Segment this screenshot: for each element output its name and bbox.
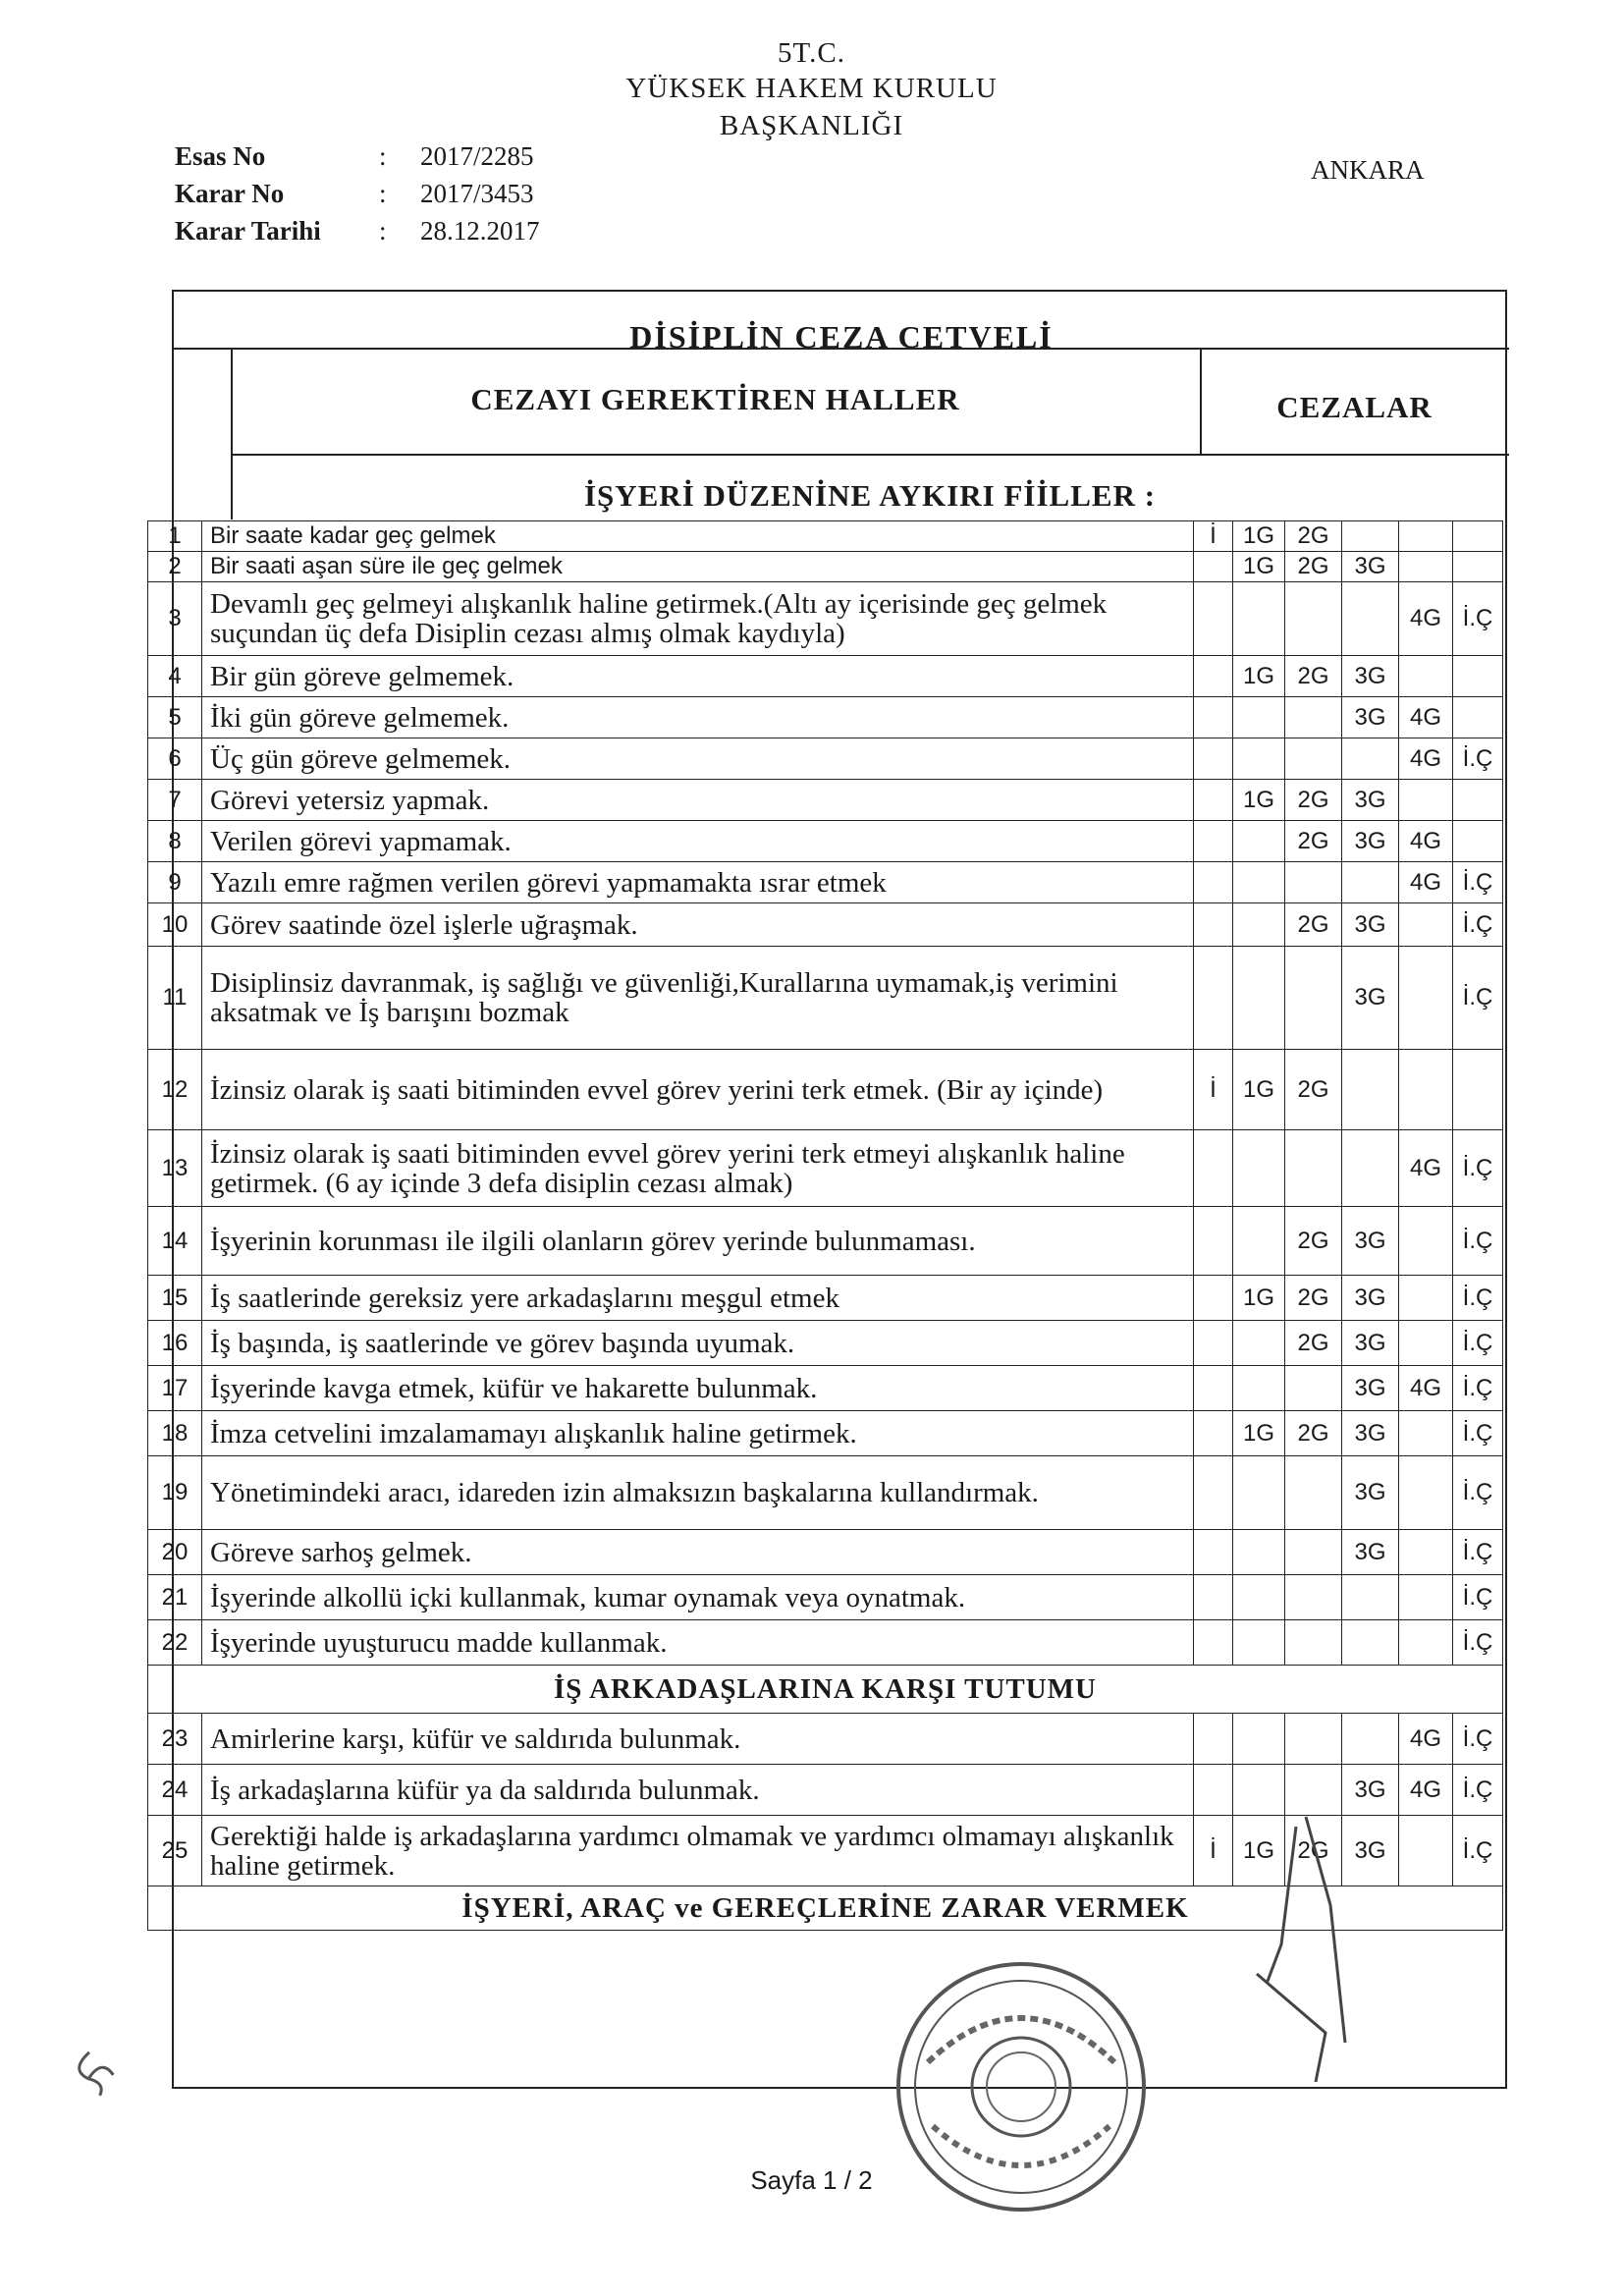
penalty-cell — [1194, 862, 1233, 903]
offense-description: İşyerinin korunması ile ilgili olanların görev yerinde bulunmaması. — [202, 1207, 1194, 1276]
penalty-cell: 4G — [1399, 862, 1453, 903]
penalty-cell — [1194, 1530, 1233, 1575]
penalty-cell: İ.Ç — [1453, 1714, 1503, 1765]
penalty-cell: 2G — [1285, 1276, 1342, 1321]
penalty-cell — [1233, 1366, 1285, 1411]
row-number: 19 — [148, 1456, 202, 1530]
penalty-cell: İ.Ç — [1453, 1530, 1503, 1575]
penalty-cell — [1285, 1456, 1342, 1530]
penalty-cell: 3G — [1342, 552, 1399, 582]
row-number: 25 — [148, 1816, 202, 1886]
row-number: 9 — [148, 862, 202, 903]
penalty-cell: 2G — [1285, 1321, 1342, 1366]
penalty-cell: 2G — [1285, 552, 1342, 582]
penalty-cell: İ.Ç — [1453, 903, 1503, 947]
column-header-penalties: CEZALAR — [1276, 390, 1433, 424]
row-number: 24 — [148, 1765, 202, 1816]
penalty-cell — [1194, 1456, 1233, 1530]
penalty-cell — [1453, 697, 1503, 738]
table-row — [148, 862, 1503, 903]
penalty-cell — [1285, 947, 1342, 1050]
row-number: 4 — [148, 656, 202, 697]
penalty-cell: İ.Ç — [1453, 1276, 1503, 1321]
penalty-cell — [1399, 656, 1453, 697]
penalty-cell: İ.Ç — [1453, 1620, 1503, 1666]
penalty-cell — [1194, 1276, 1233, 1321]
offense-description: Amirlerine karşı, küfür ve saldırıda bulunmak. — [202, 1714, 1194, 1765]
penalty-cell — [1194, 656, 1233, 697]
penalty-cell: 3G — [1342, 1456, 1399, 1530]
table-row — [148, 1050, 1503, 1130]
offense-description: Disiplinsiz davranmak, iş sağlığı ve güvenliği,Kurallarına uymamak,iş verimini aksatmak ve İş barışını bozmak — [202, 947, 1194, 1050]
table-row — [148, 521, 1503, 552]
divider — [231, 454, 1509, 456]
penalty-cell: 2G — [1285, 1050, 1342, 1130]
penalty-cell — [1342, 1620, 1399, 1666]
penalty-cell — [1399, 1575, 1453, 1620]
section-row-colleagues — [148, 1666, 1503, 1714]
penalty-cell — [1194, 1321, 1233, 1366]
penalty-cell — [1233, 1207, 1285, 1276]
penalty-cell — [1233, 1130, 1285, 1207]
table-row — [148, 903, 1503, 947]
penalty-cell — [1233, 582, 1285, 656]
penalty-cell: 2G — [1285, 780, 1342, 821]
penalty-cell: İ.Ç — [1453, 947, 1503, 1050]
offense-description: İş arkadaşlarına küfür ya da saldırıda bulunmak. — [202, 1765, 1194, 1816]
penalty-cell: 3G — [1342, 1816, 1399, 1886]
penalty-cell — [1342, 738, 1399, 780]
offense-description: Üç gün göreve gelmemek. — [202, 738, 1194, 780]
penalty-cell — [1233, 1620, 1285, 1666]
penalty-cell — [1194, 738, 1233, 780]
row-number: 1 — [148, 521, 202, 552]
penalty-cell: İ.Ç — [1453, 1575, 1503, 1620]
section-heading-workplace-order: İŞYERİ DÜZENİNE AYKIRI FİİLLER : — [583, 478, 1157, 513]
row-number: 21 — [148, 1575, 202, 1620]
section-heading: İŞYERİ, ARAÇ ve GEREÇLERİNE ZARAR VERMEK — [148, 1886, 1503, 1931]
penalty-cell — [1399, 521, 1453, 552]
penalty-cell: İ.Ç — [1453, 738, 1503, 780]
table-row — [148, 1714, 1503, 1765]
offense-description: İzinsiz olarak iş saati bitiminden evvel görev yerini terk etmeyi alışkanlık haline getirmek. (6 ay içinde 3 defa disiplin cezası almak) — [202, 1130, 1194, 1207]
offense-description: Yönetimindeki aracı, idareden izin almaksızın başkalarına kullandırmak. — [202, 1456, 1194, 1530]
penalty-cell — [1194, 1207, 1233, 1276]
penalty-cell: 3G — [1342, 947, 1399, 1050]
meta-value: 2017/2285 — [420, 140, 534, 171]
header-line-3: BAŞKANLIĞI — [719, 110, 904, 141]
city-label: ANKARA — [1311, 155, 1425, 185]
penalty-cell: 4G — [1399, 1366, 1453, 1411]
penalty-cell — [1285, 738, 1342, 780]
offense-description: Görevi yetersiz yapmak. — [202, 780, 1194, 821]
penalty-cell — [1233, 1575, 1285, 1620]
penalty-cell — [1233, 947, 1285, 1050]
penalty-cell: 2G — [1285, 1816, 1342, 1886]
penalty-cell — [1399, 1321, 1453, 1366]
row-number: 6 — [148, 738, 202, 780]
penalty-cell: İ.Ç — [1453, 1456, 1503, 1530]
penalty-table — [147, 520, 1503, 1931]
meta-label: Karar Tarihi — [175, 215, 321, 246]
penalty-cell — [1453, 821, 1503, 862]
penalty-cell: İ.Ç — [1453, 1765, 1503, 1816]
penalty-cell — [1233, 903, 1285, 947]
offense-description: İşyerinde alkollü içki kullanmak, kumar oynamak veya oynatmak. — [202, 1575, 1194, 1620]
penalty-cell: İ.Ç — [1453, 862, 1503, 903]
penalty-cell — [1453, 1050, 1503, 1130]
table-row — [148, 1276, 1503, 1321]
offense-description: Devamlı geç gelmeyi alışkanlık haline getirmek.(Altı ay içerisinde geç gelmek suçundan üç defa Disiplin cezası almış olmak kaydıyla) — [202, 582, 1194, 656]
row-number: 12 — [148, 1050, 202, 1130]
table-row — [148, 1575, 1503, 1620]
penalty-cell — [1233, 697, 1285, 738]
penalty-cell — [1194, 1765, 1233, 1816]
row-number: 8 — [148, 821, 202, 862]
penalty-cell: 1G — [1233, 521, 1285, 552]
table-row — [148, 947, 1503, 1050]
penalty-cell: İ.Ç — [1453, 1321, 1503, 1366]
row-number: 14 — [148, 1207, 202, 1276]
penalty-cell: 3G — [1342, 1321, 1399, 1366]
penalty-cell: 2G — [1285, 521, 1342, 552]
penalty-cell: 3G — [1342, 1765, 1399, 1816]
penalty-cell — [1194, 1714, 1233, 1765]
penalty-cell: 4G — [1399, 1714, 1453, 1765]
penalty-cell: 3G — [1342, 780, 1399, 821]
table-row — [148, 1321, 1503, 1366]
penalty-cell — [1194, 1620, 1233, 1666]
table-row — [148, 1456, 1503, 1530]
row-number: 11 — [148, 947, 202, 1050]
divider — [174, 348, 1509, 350]
header-line-1: 5T.C. — [778, 37, 845, 69]
offense-description: İş saatlerinde gereksiz yere arkadaşlarını meşgul etmek — [202, 1276, 1194, 1321]
penalty-cell — [1233, 1321, 1285, 1366]
page-number: Sayfa 1 / 2 — [750, 2165, 873, 2195]
penalty-cell: 1G — [1233, 1050, 1285, 1130]
penalty-cell — [1342, 1050, 1399, 1130]
penalty-cell: 3G — [1342, 1530, 1399, 1575]
meta-value: 28.12.2017 — [420, 215, 540, 246]
penalty-cell: İ.Ç — [1453, 1366, 1503, 1411]
penalty-cell: 4G — [1399, 582, 1453, 656]
penalty-cell — [1285, 697, 1342, 738]
penalty-cell — [1285, 1714, 1342, 1765]
penalty-cell: İ.Ç — [1453, 1207, 1503, 1276]
penalty-cell: İ.Ç — [1453, 1816, 1503, 1886]
row-number: 3 — [148, 582, 202, 656]
penalty-cell — [1194, 947, 1233, 1050]
penalty-cell: 1G — [1233, 1816, 1285, 1886]
offense-description: Görev saatinde özel işlerle uğraşmak. — [202, 903, 1194, 947]
penalty-cell: 1G — [1233, 1411, 1285, 1456]
offense-description: İşyerinde kavga etmek, küfür ve hakarette bulunmak. — [202, 1366, 1194, 1411]
penalty-cell: 3G — [1342, 697, 1399, 738]
meta-colon: : — [379, 215, 387, 246]
offense-description: İş başında, iş saatlerinde ve görev başında uyumak. — [202, 1321, 1194, 1366]
penalty-cell: 4G — [1399, 1130, 1453, 1207]
meta-colon: : — [379, 178, 387, 208]
penalty-cell — [1399, 1620, 1453, 1666]
table-row — [148, 821, 1503, 862]
table-title: DİSİPLİN CEZA CETVELİ — [629, 319, 1054, 355]
penalty-cell — [1233, 821, 1285, 862]
margin-mark-icon — [54, 2035, 130, 2110]
penalty-cell — [1194, 821, 1233, 862]
penalty-cell: 3G — [1342, 656, 1399, 697]
row-number: 18 — [148, 1411, 202, 1456]
penalty-cell — [1194, 1130, 1233, 1207]
meta-row — [175, 175, 540, 212]
offense-description: Gerektiği halde iş arkadaşlarına yardımcı olmamak ve yardımcı olmamayı alışkanlık haline getirmek. — [202, 1816, 1194, 1886]
meta-row — [175, 212, 540, 249]
penalty-cell — [1342, 862, 1399, 903]
offense-description: Yazılı emre rağmen verilen görevi yapmamakta ısrar etmek — [202, 862, 1194, 903]
penalty-cell — [1399, 1411, 1453, 1456]
row-number: 7 — [148, 780, 202, 821]
penalty-cell — [1194, 1366, 1233, 1411]
penalty-cell — [1285, 1575, 1342, 1620]
penalty-cell — [1285, 1366, 1342, 1411]
penalty-cell: 2G — [1285, 656, 1342, 697]
row-number: 5 — [148, 697, 202, 738]
penalty-cell — [1399, 1456, 1453, 1530]
meta-label: Karar No — [175, 178, 285, 208]
penalty-cell — [1194, 697, 1233, 738]
penalty-cell: 4G — [1399, 738, 1453, 780]
offense-description: İşyerinde uyuşturucu madde kullanmak. — [202, 1620, 1194, 1666]
penalty-cell — [1342, 1130, 1399, 1207]
penalty-cell — [1453, 521, 1503, 552]
penalty-cell — [1399, 1530, 1453, 1575]
row-number: 15 — [148, 1276, 202, 1321]
offense-description: İki gün göreve gelmemek. — [202, 697, 1194, 738]
penalty-cell: 1G — [1233, 780, 1285, 821]
table-row — [148, 1130, 1503, 1207]
offense-description: Bir saate kadar geç gelmek — [202, 521, 1194, 552]
penalty-cell: 1G — [1233, 1276, 1285, 1321]
penalty-cell: 3G — [1342, 1366, 1399, 1411]
table-row — [148, 738, 1503, 780]
penalty-cell: İ — [1194, 1816, 1233, 1886]
penalty-cell — [1285, 862, 1342, 903]
penalty-cell — [1342, 1575, 1399, 1620]
penalty-cell — [1453, 552, 1503, 582]
penalty-cell — [1285, 1620, 1342, 1666]
penalty-cell — [1194, 582, 1233, 656]
penalty-cell: 3G — [1342, 821, 1399, 862]
penalty-cell — [1194, 552, 1233, 582]
penalty-cell: İ.Ç — [1453, 1130, 1503, 1207]
penalty-cell — [1233, 1456, 1285, 1530]
penalty-cell: 4G — [1399, 821, 1453, 862]
penalty-cell — [1342, 582, 1399, 656]
penalty-cell — [1285, 1130, 1342, 1207]
penalty-cell: 2G — [1285, 1411, 1342, 1456]
offense-description: Göreve sarhoş gelmek. — [202, 1530, 1194, 1575]
penalty-cell — [1285, 1530, 1342, 1575]
offense-description: İzinsiz olarak iş saati bitiminden evvel görev yerini terk etmek. (Bir ay içinde) — [202, 1050, 1194, 1130]
row-number: 22 — [148, 1620, 202, 1666]
penalty-cell — [1233, 1530, 1285, 1575]
penalty-cell: 3G — [1342, 903, 1399, 947]
margin-mark — [54, 2035, 134, 2120]
penalty-cell — [1285, 582, 1342, 656]
offense-description: İmza cetvelini imzalamamayı alışkanlık haline getirmek. — [202, 1411, 1194, 1456]
penalty-cell — [1399, 1276, 1453, 1321]
penalty-cell: 1G — [1233, 656, 1285, 697]
row-number: 13 — [148, 1130, 202, 1207]
penalty-cell — [1399, 780, 1453, 821]
offense-description: Verilen görevi yapmamak. — [202, 821, 1194, 862]
section-heading: İŞ ARKADAŞLARINA KARŞI TUTUMU — [148, 1666, 1503, 1714]
penalty-cell — [1194, 780, 1233, 821]
penalty-cell — [1194, 1411, 1233, 1456]
penalty-cell — [1233, 1714, 1285, 1765]
row-number: 20 — [148, 1530, 202, 1575]
meta-value: 2017/3453 — [420, 178, 534, 208]
header-line-2: YÜKSEK HAKEM KURULU — [625, 73, 998, 104]
penalty-cell: 4G — [1399, 1765, 1453, 1816]
penalty-cell — [1453, 780, 1503, 821]
table-row — [148, 1530, 1503, 1575]
row-number: 16 — [148, 1321, 202, 1366]
penalty-cell — [1342, 1714, 1399, 1765]
penalty-cell — [1399, 552, 1453, 582]
penalty-cell: 4G — [1399, 697, 1453, 738]
penalty-cell: 2G — [1285, 821, 1342, 862]
penalty-cell: İ — [1194, 521, 1233, 552]
row-number: 17 — [148, 1366, 202, 1411]
column-header-cases: CEZAYI GEREKTİREN HALLER — [470, 382, 960, 416]
row-number: 23 — [148, 1714, 202, 1765]
table-row — [148, 1620, 1503, 1666]
meta-block — [175, 137, 540, 249]
penalty-cell: İ.Ç — [1453, 582, 1503, 656]
penalty-cell: 3G — [1342, 1411, 1399, 1456]
penalty-cell — [1342, 521, 1399, 552]
meta-label: Esas No — [175, 140, 266, 171]
penalty-cell: İ.Ç — [1453, 1411, 1503, 1456]
penalty-cell — [1233, 738, 1285, 780]
penalty-cell — [1399, 1050, 1453, 1130]
penalty-cell — [1399, 947, 1453, 1050]
offense-description: Bir saati aşan süre ile geç gelmek — [202, 552, 1194, 582]
penalty-cell: 3G — [1342, 1207, 1399, 1276]
table-row — [148, 656, 1503, 697]
table-row — [148, 697, 1503, 738]
table-row — [148, 1366, 1503, 1411]
offense-description: Bir gün göreve gelmemek. — [202, 656, 1194, 697]
penalty-cell — [1194, 903, 1233, 947]
table-row — [148, 582, 1503, 656]
penalty-cell: 2G — [1285, 1207, 1342, 1276]
row-number: 10 — [148, 903, 202, 947]
meta-colon: : — [379, 140, 387, 171]
penalty-cell — [1233, 862, 1285, 903]
row-number: 2 — [148, 552, 202, 582]
signature-icon — [1237, 1787, 1434, 2200]
penalty-cell — [1453, 656, 1503, 697]
table-row — [148, 780, 1503, 821]
penalty-cell: 3G — [1342, 1276, 1399, 1321]
penalty-cell: İ — [1194, 1050, 1233, 1130]
penalty-cell — [1399, 1207, 1453, 1276]
meta-row — [175, 137, 540, 175]
table-row — [148, 1411, 1503, 1456]
table-row — [148, 1207, 1503, 1276]
penalty-cell: 1G — [1233, 552, 1285, 582]
penalty-cell — [1194, 1575, 1233, 1620]
penalty-cell: 2G — [1285, 903, 1342, 947]
table-row — [148, 552, 1503, 582]
penalty-cell — [1399, 903, 1453, 947]
